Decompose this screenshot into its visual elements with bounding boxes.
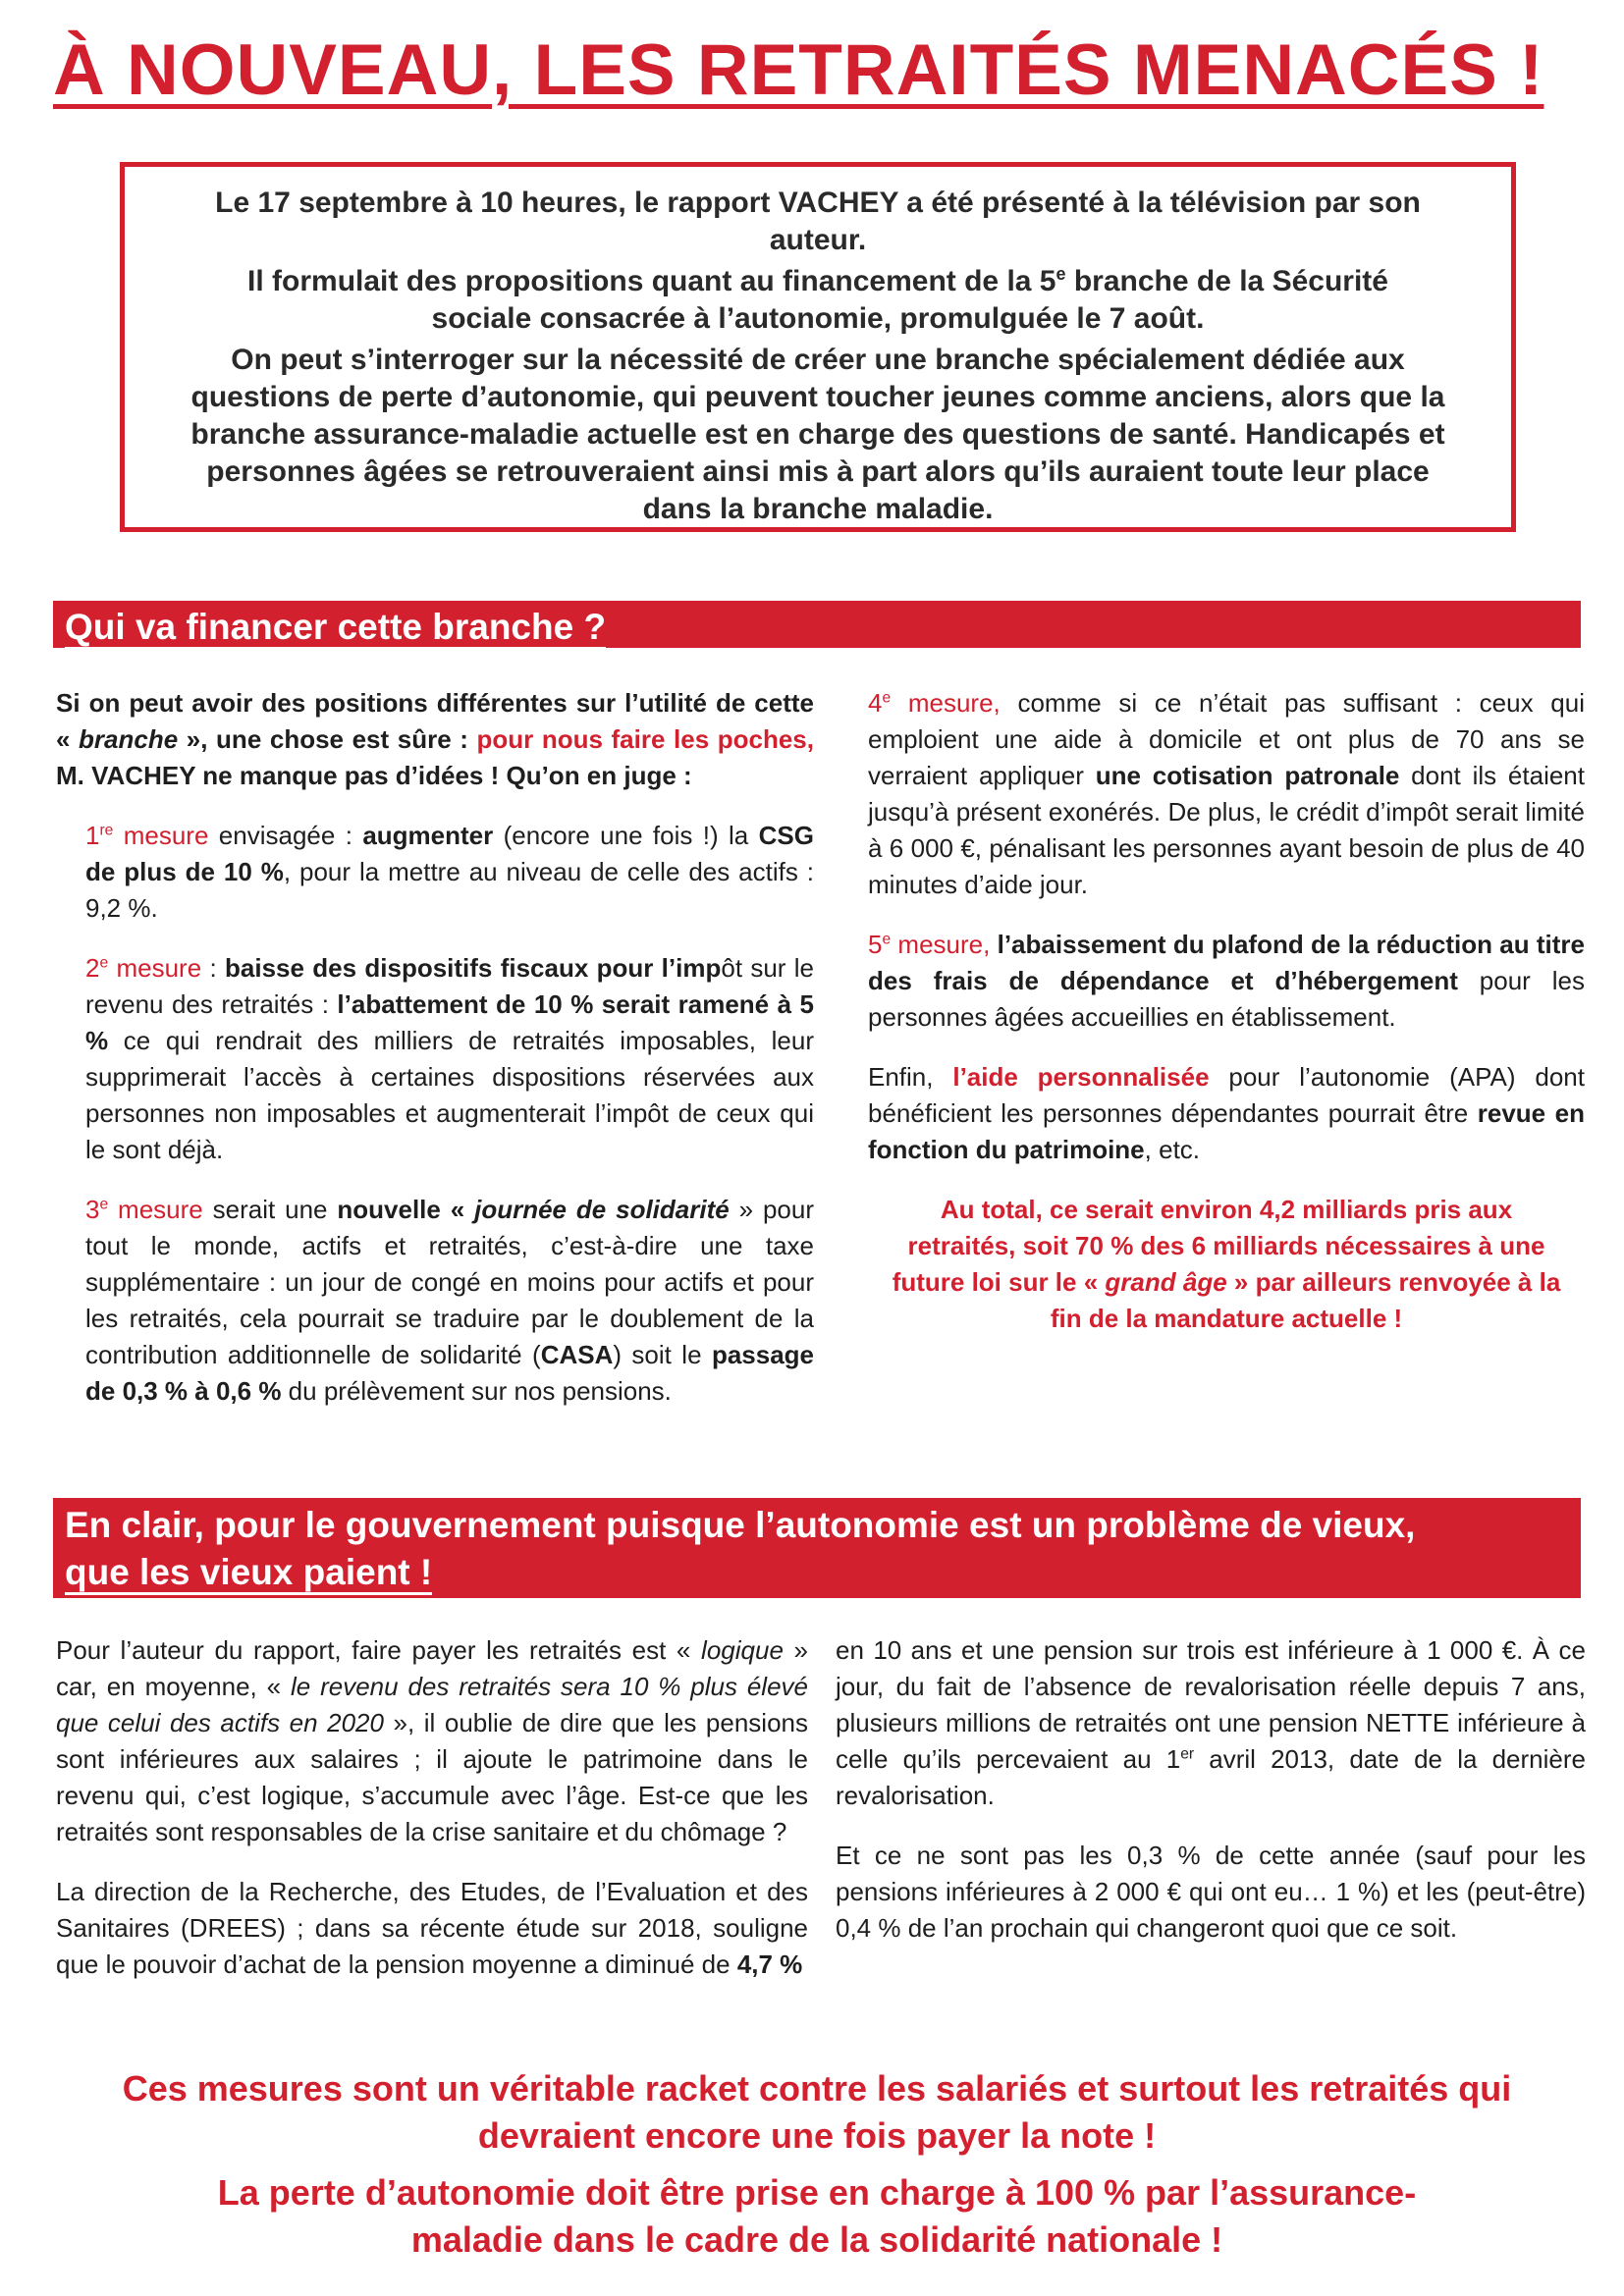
closing-line-2: La perte d’autonomie doit être prise en charge à 100 % par l’assurance-maladie dans le cadre de la solidarité nationale ! [217, 2172, 1417, 2260]
section2-heading-line-1: En clair, pour le gouvernement puisque l’autonomie est un problème de vieux, [65, 1505, 1416, 1545]
section-heading-vieux [53, 1498, 1581, 1602]
section2-paragraph-1: Pour l’auteur du rapport, faire payer les retraités est « logique » car, en moyenne, « le revenu des retraités sera 10 % plus élevé que celui des actifs en 2020 », il oublie de dire que les pensions sont inférieures aux salaires ; il ajoute le patrimoine dans le revenu qui, c’est logique, s’accumule avec l’âge. Est-ce que les retraités sont responsables de la crise sanitaire et du chômage ? [56, 1635, 809, 1846]
section1-lead-paragraph: Si on peut avoir des positions différentes sur l’utilité de cette « branche », une chose est sûre : pour nous faire les poches, M. VACHEY ne manque pas d’idées ! Qu’on en juge : [56, 688, 814, 790]
page-title: À NOUVEAU, LES RETRAITÉS MENACÉS ! [53, 30, 1544, 110]
closing-statement [53, 2065, 1581, 2273]
closing-line-1: Ces mesures sont un véritable racket contre les salariés et surtout les retraités qui devraient encore une fois payer la note ! [122, 2068, 1512, 2156]
measure-4-paragraph: 4e mesure, comme si ce n’était pas suffisant : ceux qui emploient une aide à domicile et ont plus de 70 ans se verraient appliquer une cotisation patronale dont ils étaient jusqu’à présent exonérés. De plus, le crédit d’impôt serait limité à 6 000 €, pénalisant les personnes ayant besoin de plus de 40 minutes d’aide jour. [868, 688, 1585, 899]
section2-heading-line-2: que les vieux paient ! [65, 1549, 1569, 1596]
measure-5-paragraph: 5e mesure, l’abaissement du plafond de la réduction au titre des frais de dépendance et d’hébergement pour les personnes âgées accueillies en établissement. [868, 930, 1585, 1032]
total-summary: Au total, ce serait environ 4,2 milliards pris aux retraités, soit 70 % des 6 milliards nécessaires à une future loi sur le « grand âge » par ailleurs renvoyée à la fin de la mandature actuelle ! [892, 1195, 1561, 1333]
section1-left-column [56, 685, 814, 1433]
intro-box [120, 162, 1516, 532]
section2-right-column [836, 1632, 1586, 1970]
section2-paragraph-4: Et ce ne sont pas les 0,3 % de cette année (sauf pour les pensions inférieures à 2 000 € qui ont eu… 1 %) et les (peut-être) 0,4 % de l’an prochain qui changeront quoi que ce soit. [836, 1841, 1586, 1943]
section-heading-financement: Qui va financer cette branche ? [53, 601, 1581, 652]
intro-line-3: On peut s’interroger sur la nécessité de créer une branche spécialement dédiée aux questions de perte d’autonomie, qui peuvent toucher jeunes comme anciens, alors que la branche assurance-maladie actuelle est en charge des questions de santé. Handicapés et personnes âgées se retrouveraient ainsi mis à part alors qu’ils auraient toute leur place dans la branche maladie. [190, 344, 1445, 525]
section1-right-column [868, 685, 1585, 1361]
section2-left-column [56, 1632, 808, 2006]
section2-paragraph-3: en 10 ans et une pension sur trois est inférieure à 1 000 €. À ce jour, du fait de l’absence de revalorisation réelle depuis 7 ans, plusieurs millions de retraités ont une pension NETTE inférieure à celle qu’ils percevaient au 1er avril 2013, date de la dernière revalorisation. [836, 1635, 1586, 1810]
intro-line-1: Le 17 septembre à 10 heures, le rapport VACHEY a été présenté à la télévision par son auteur. [215, 187, 1421, 256]
measure-2-paragraph: 2e mesure : baisse des dispositifs fiscaux pour l’impôt sur le revenu des retraités : l’abattement de 10 % serait ramené à 5 % ce qui rendrait des milliers de retraités imposables, leur supprimerait l’accès à certaines dispositions réservées aux personnes non imposables et augmenterait l’impôt de ceux qui le sont déjà. [85, 953, 815, 1164]
measure-1-paragraph: 1re mesure envisagée : augmenter (encore une fois !) la CSG de plus de 10 %, pour la mettre au niveau de celle des actifs : 9,2 %. [85, 821, 814, 923]
intro-line-2: Il formulait des propositions quant au financement de la 5e branche de la Sécurité sociale consacrée à l’autonomie, promulguée le 7 août. [247, 264, 1388, 335]
section2-paragraph-2: La direction de la Recherche, des Etudes, de l’Evaluation et des Sanitaires (DREES) ; dans sa récente étude sur 2018, souligne que le pouvoir d’achat de la pension moyenne a diminué de 4,7 % [56, 1877, 808, 1979]
apa-paragraph: Enfin, l’aide personnalisée pour l’autonomie (APA) dont bénéficient les personnes dépendantes pourrait être revue en fonction du patrimoine, etc. [868, 1062, 1585, 1164]
measure-3-paragraph: 3e mesure serait une nouvelle « journée de solidarité » pour tout le monde, actifs et retraités, c’est-à-dire une taxe supplémentaire : un jour de congé en moins pour actifs et pour les retraités, cela pourrait se traduire par le doublement de la contribution additionnelle de solidarité (CASA) soit le passage de 0,3 % à 0,6 % du prélèvement sur nos pensions. [85, 1195, 815, 1406]
